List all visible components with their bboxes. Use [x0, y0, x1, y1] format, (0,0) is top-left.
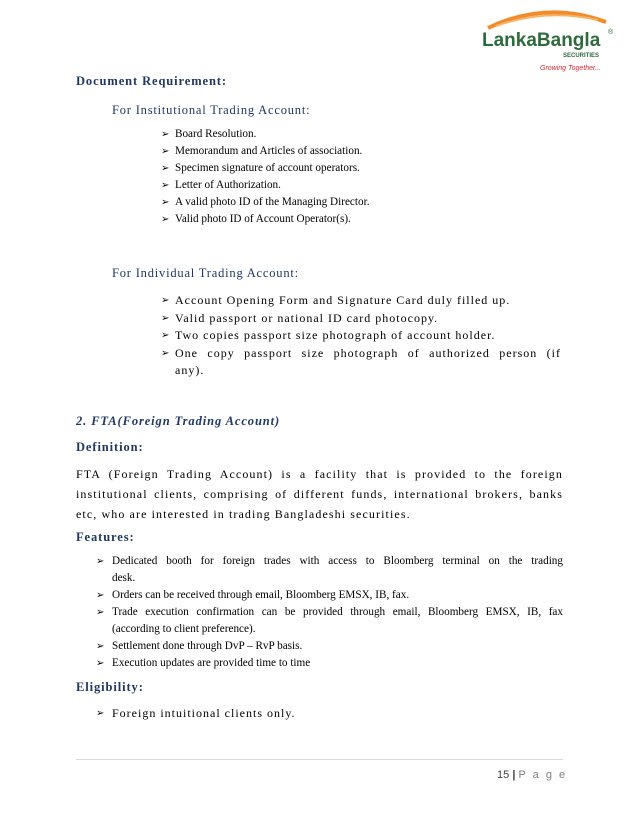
document-requirement-heading: Document Requirement:	[76, 74, 227, 88]
arrow-bullet-icon: ➢	[161, 347, 171, 359]
arrow-bullet-icon: ➢	[161, 146, 170, 157]
arrow-bullet-icon: ➢	[96, 590, 105, 601]
arrow-bullet-icon: ➢	[161, 312, 171, 324]
logo-registered: ®	[608, 29, 614, 36]
individual-subheading: For Individual Trading Account:	[112, 266, 299, 280]
arrow-bullet-icon: ➢	[161, 180, 170, 191]
lankabangla-logo	[478, 6, 618, 76]
page-number: 15	[497, 769, 510, 781]
arrow-bullet-icon: ➢	[161, 129, 170, 140]
arrow-bullet-icon: ➢	[96, 658, 105, 669]
arrow-bullet-icon: ➢	[96, 607, 105, 618]
definition-heading: Definition:	[76, 440, 144, 454]
arrow-bullet-icon: ➢	[161, 214, 170, 225]
eligibility-heading: Eligibility:	[76, 680, 144, 694]
features-heading: Features:	[76, 530, 135, 544]
logo-sub: SECURITIES	[563, 53, 600, 59]
page-footer	[497, 769, 567, 781]
logo-tagline: Growing Together...	[540, 65, 601, 72]
logo-name: LankaBangla	[482, 30, 601, 51]
page-label: P a g e	[518, 769, 568, 781]
footer-divider	[76, 759, 563, 760]
institutional-subheading: For Institutional Trading Account:	[112, 103, 311, 117]
footer-separator: |	[512, 769, 516, 781]
arrow-bullet-icon: ➢	[96, 556, 105, 567]
fta-heading: 2. FTA(Foreign Trading Account)	[76, 414, 281, 428]
arrow-bullet-icon: ➢	[161, 163, 170, 174]
arrow-bullet-icon: ➢	[161, 295, 171, 306]
arrow-bullet-icon: ➢	[96, 708, 106, 719]
arrow-bullet-icon: ➢	[161, 330, 171, 341]
arrow-bullet-icon: ➢	[161, 197, 170, 208]
arrow-bullet-icon: ➢	[96, 641, 105, 652]
